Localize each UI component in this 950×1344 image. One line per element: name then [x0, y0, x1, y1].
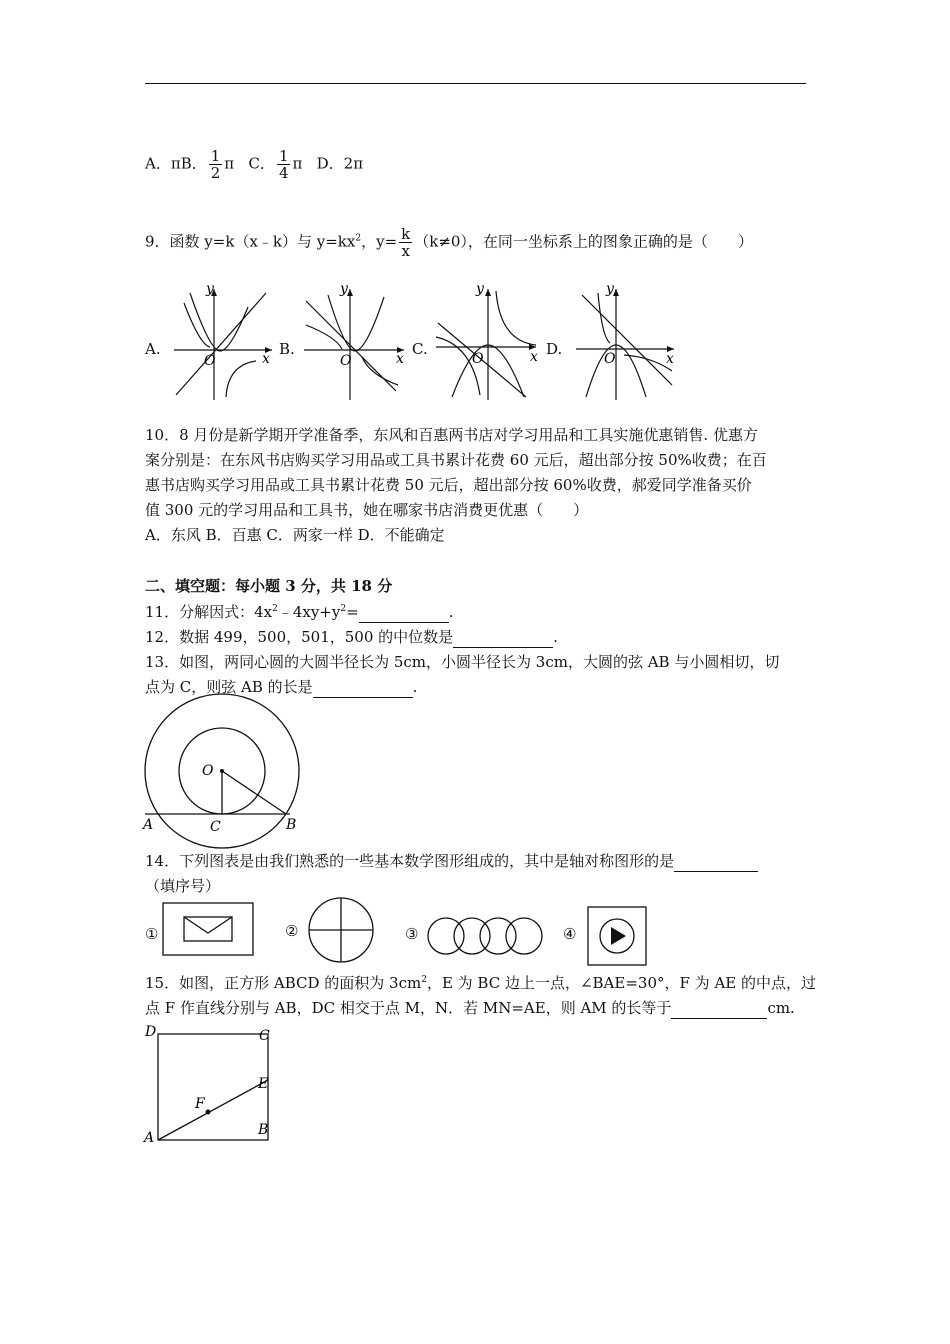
q13-label-b: B: [286, 817, 297, 833]
q13-line-2: [145, 676, 417, 698]
q8-option-b-fraction: [209, 148, 223, 181]
q9-c-origin: O: [472, 351, 484, 367]
q10-options: A．东风 B．百惠 C．两家一样 D．不能确定: [145, 526, 445, 544]
section-2-title: 二、填空题：每小题 3 分，共 18 分: [145, 577, 393, 595]
q15-label-d: D: [145, 1024, 157, 1040]
q14-line-1: [145, 850, 758, 872]
q9-d-axis-x: x: [666, 351, 674, 367]
q9-text-post: （k≠0），在同一坐标系上的图象正确的是（ ）: [414, 232, 753, 251]
q14-num-2: ②: [285, 922, 299, 940]
q13-line2-text: 点为 C，则弦 AB 的长是: [145, 678, 313, 696]
q9-a-origin: O: [204, 353, 216, 369]
q12: [145, 626, 558, 648]
q9-b-axis-x: x: [396, 351, 404, 367]
q11-end: .: [448, 603, 454, 621]
q13-label-c: C: [210, 819, 221, 835]
q11-mid: ﹣4xy+y: [277, 603, 341, 621]
q15-line1-pre: 15．如图，正方形 ABCD 的面积为 3cm: [145, 974, 422, 992]
q13-figure: [140, 705, 305, 835]
q14-num-4: ④: [563, 925, 577, 943]
q15-line1-post: ，E 为 BC 边上一点，∠BAE=30°，F 为 AE 的中点，过: [426, 974, 816, 992]
q14-line1-text: 14．下列图表是由我们熟悉的一些基本数学图形组成的，其中是轴对称图形的是: [145, 852, 675, 870]
q9-graph-b: [300, 281, 410, 403]
q8-c-num: 1: [278, 147, 289, 165]
q15-line2-pre: 点 F 作直线分别与 AB，DC 相交于点 M，N．若 MN=AE，则 AM 的长等于: [145, 999, 672, 1017]
q14-figure-rings: [426, 914, 544, 958]
q10-line-2: 案分别是：在东风书店购买学习用品或工具书累计花费 60 元后，超出部分按 50%收费；在百: [145, 451, 767, 469]
q8-option-c-prefix: C．: [248, 154, 275, 173]
q8-option-a: A．π: [145, 154, 181, 173]
q9-b-axis-y: y: [340, 281, 348, 297]
q11-pre: 11．分解因式：4x: [145, 603, 273, 621]
q8-option-b-prefix: B．: [180, 154, 207, 173]
q12-pre: 12．数据 499，500，501，500 的中位数是: [145, 628, 454, 646]
q14-figure-envelope: [162, 902, 254, 956]
q12-end: .: [553, 628, 558, 646]
q9-d-origin: O: [604, 351, 616, 367]
q13-label-a: A: [143, 817, 154, 833]
q9-graph-a: [170, 281, 276, 403]
q9-text-pre: 9．函数 y=k（x﹣k）与 y=kx: [145, 232, 356, 251]
q9-b-origin: O: [340, 353, 352, 369]
q13-end: .: [412, 678, 418, 696]
q14-num-3: ③: [405, 925, 419, 943]
q14-figure-play-button: [587, 906, 649, 968]
q15-label-f: F: [195, 1096, 205, 1112]
q12-answer-blank[interactable]: [453, 631, 553, 648]
q15-label-b: B: [258, 1122, 269, 1138]
q15-label-e: E: [258, 1076, 269, 1092]
q8-b-den: 2: [210, 164, 221, 182]
q13-line-1: 13．如图，两同心圆的大圆半径长为 5cm，小圆半径长为 3cm，大圆的弦 AB 与小圆相切，切: [145, 653, 780, 671]
q11-answer-blank[interactable]: [359, 606, 449, 623]
q9-sup: 2: [355, 233, 362, 244]
q9-frac-num: k: [401, 225, 411, 243]
q15-figure: [142, 1022, 274, 1144]
q15-line-2: [145, 997, 795, 1019]
q11-sup2: 2: [340, 604, 347, 614]
q8-c-den: 4: [278, 164, 289, 182]
q8-option-d: D．2π: [316, 154, 364, 173]
q11-post: =: [346, 603, 359, 621]
q9-a-axis-y: y: [206, 281, 214, 297]
q15-sup: 2: [421, 975, 427, 985]
q15-line2-end: cm.: [767, 999, 795, 1017]
q15-answer-blank[interactable]: [671, 1002, 767, 1019]
q11: [145, 601, 453, 623]
q9-frac-den: x: [401, 242, 410, 260]
q14-num-1: ①: [145, 925, 159, 943]
q15-line-1: [145, 972, 816, 994]
q8-b-suffix: π: [224, 154, 235, 173]
q9-label-b: B.: [279, 340, 295, 358]
header-rule: [145, 83, 806, 84]
q9-graph-c: [432, 281, 542, 403]
q9-label-d: D.: [546, 340, 563, 358]
q10-line-1: 10．8 月份是新学期开学准备季，东风和百惠两书店对学习用品和工具实施优惠销售. 优惠方: [145, 426, 758, 444]
q13-label-o: O: [202, 763, 214, 779]
q11-sup: 2: [272, 604, 278, 614]
q10-line-4: 值 300 元的学习用品和工具书，她在哪家书店消费更优惠（ ）: [145, 501, 589, 519]
q8-b-num: 1: [210, 147, 221, 165]
q14-line-2: （填序号）: [145, 877, 221, 895]
q9-a-axis-x: x: [262, 351, 270, 367]
q8-c-suffix: π: [292, 154, 303, 173]
q9-c-axis-y: y: [476, 281, 484, 297]
q14-figure-cross-circle: [307, 896, 375, 964]
q13-answer-blank[interactable]: [313, 681, 413, 698]
q15-label-c: C: [259, 1028, 270, 1044]
q9-text-mid: ，y=: [361, 232, 398, 251]
q9-fraction: [399, 226, 412, 259]
q9-stem: [145, 226, 753, 259]
q9-d-axis-y: y: [606, 281, 614, 297]
q14-answer-blank[interactable]: [674, 855, 758, 872]
q9-label-c: C.: [412, 340, 428, 358]
q9-graph-d: [572, 281, 680, 403]
q8-options: [145, 148, 363, 181]
q9-c-axis-x: x: [530, 349, 538, 365]
q9-label-a: A.: [145, 340, 161, 358]
q15-label-a: A: [144, 1130, 155, 1146]
q10-line-3: 惠书店购买学习用品或工具书累计花费 50 元后，超出部分按 60%收费，郝爱同学准备买价: [145, 476, 752, 494]
q8-option-c-fraction: [277, 148, 291, 181]
